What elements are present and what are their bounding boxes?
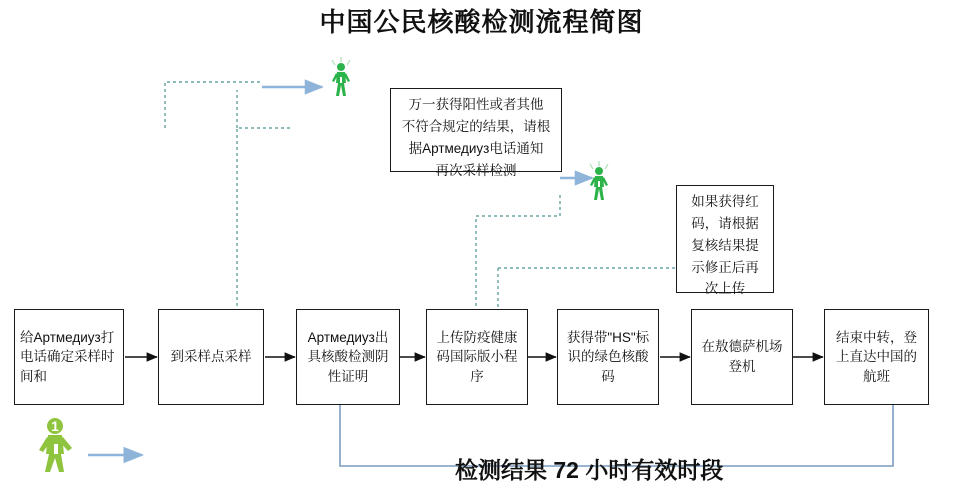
flow-step-1[interactable]: 给Артмедиуз打电话确定采样时间和 [14,309,124,405]
flow-step-2[interactable]: 到采样点采样 [158,309,264,405]
pedestrian-numbered-icon [36,412,78,479]
note-retest-line-3: 据Артмедиуз电话通知 [408,140,544,156]
pedestrian-number-label: 1 [51,418,59,434]
note-redcode-line-5: 次上传 [704,281,746,297]
flow-step-6[interactable]: 在敖德萨机场登机 [691,309,793,405]
flow-step-4[interactable]: 上传防疫健康码国际版小程序 [426,309,528,405]
note-redcode-line-4: 示修正后再 [691,259,759,275]
pedestrian-icon-middle [584,160,614,207]
note-retest-line-4: 再次采样检测 [435,162,517,178]
note-redcode [676,185,774,297]
flow-step-5[interactable]: 获得带"HS"标识的绿色核酸码 [557,309,659,405]
note-retest [390,88,562,178]
note-redcode-line-1: 如果获得红 [691,194,759,209]
pedestrian-icon-top [326,56,356,103]
note-redcode-line-2: 码，请根据 [691,215,759,231]
note-retest-line-1: 万一获得阳性或者其他 [408,97,544,112]
note-redcode-line-3: 复核结果提 [691,237,759,253]
note-retest-line-2: 不符合规定的结果，请根 [401,118,551,134]
page-title: 中国公民核酸检测流程简图 [319,7,644,37]
flow-step-7[interactable]: 结束中转，登上直达中国的航班 [824,309,929,405]
flow-step-3[interactable]: Артмедиуз出具核酸检测阴性证明 [296,309,400,405]
footer-validity-label: 检测结果 72 小时有效时段 [455,457,724,483]
